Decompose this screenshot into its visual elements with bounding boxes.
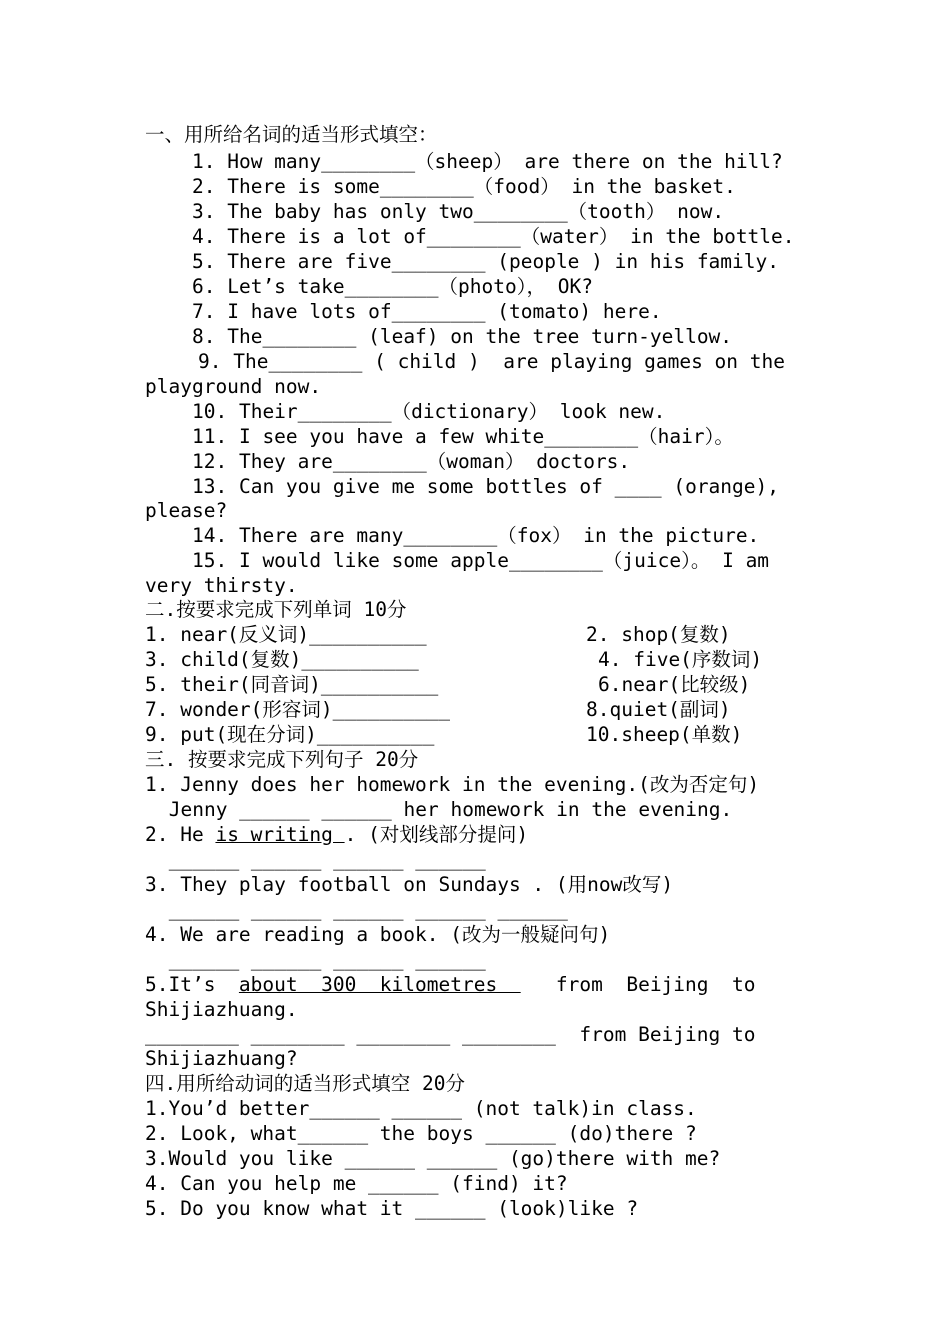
s3-q5 — [145, 972, 756, 997]
s2-right-8: 8.quiet(副词) — [586, 698, 731, 721]
s1-item-3: 3. The baby has only two________（tooth） now. — [192, 200, 725, 223]
s2-left-1: 1. near(反义词)__________ — [145, 623, 427, 646]
s1-item-4: 4. There is a lot of________（water） in the bottle. — [192, 225, 795, 248]
s2-left-5: 5. their(同音词)__________ — [145, 673, 439, 696]
s1-item-12: 12. They are________（woman） doctors. — [192, 450, 631, 473]
section4-title: 四.用所给动词的适当形式填空 20分 — [145, 1072, 465, 1095]
s3-q1: 1. Jenny does her homework in the evening.(改为否定句) — [145, 773, 760, 796]
s1-item-10: 10. Their________（dictionary） look new. — [192, 400, 666, 423]
s1-item-13: 13. Can you give me some bottles of ____ (orange), — [192, 475, 779, 498]
s3-q4-blanks: ______ ______ ______ ______ — [157, 948, 486, 971]
s3-q5-blanks: ________ ________ ________ ________ from Beijing to — [145, 1023, 756, 1046]
s2-left-3: 3. child(复数)__________ — [145, 648, 419, 671]
s1-item-15-cont: very thirsty. — [145, 574, 298, 597]
s4-item-4: 4. Can you help me ______ (find) it? — [145, 1172, 568, 1195]
s4-item-3: 3.Would you like ______ ______ (go)there with me? — [145, 1147, 721, 1170]
s4-item-5: 5. Do you know what it ______ (look)like ? — [145, 1197, 639, 1220]
s1-item-8: 8. The________ (leaf) on the tree turn-yellow. — [192, 325, 733, 348]
s2-left-9: 9. put(现在分词)__________ — [145, 723, 435, 746]
s1-item-5: 5. There are five________ (people ) in his family. — [192, 250, 779, 273]
s1-item-9-cont: playground now. — [145, 375, 322, 398]
section3-title: 三. 按要求完成下列句子 20分 — [145, 748, 419, 771]
s3-q5-underlined: about 300 kilometres — [238, 973, 521, 996]
s3-q3: 3. They play football on Sundays . (用now改写) — [145, 873, 674, 896]
s2-left-7: 7. wonder(形容词)__________ — [145, 698, 451, 721]
s2-right-4: 4. five(序数词) — [598, 648, 763, 671]
s3-q2-underlined: is writing — [215, 823, 345, 846]
s1-item-11: 11. I see you have a few white________（hair）。 — [192, 425, 734, 448]
s1-item-7: 7. I have lots of________ (tomato) here. — [192, 300, 662, 323]
s3-q2-start: 2. He — [145, 823, 216, 846]
s3-q2-end: . (对划线部分提问) — [344, 823, 529, 846]
s3-q1-blank: Jenny ______ ______ her homework in the evening. — [157, 798, 733, 821]
section2-title: 二.按要求完成下列单词 10分 — [145, 598, 407, 621]
s1-item-9: 9. The________ ( child ) are playing games on the — [198, 350, 785, 373]
s2-right-6: 6.near(比较级) — [598, 673, 751, 696]
s1-item-2: 2. There is some________（food） in the basket. — [192, 175, 736, 198]
s3-q5-end: from Beijing to — [520, 973, 756, 996]
s1-item-6: 6. Let’s take________（photo）， OK? — [192, 275, 593, 298]
s3-q5-cont: Shijiazhuang. — [145, 998, 298, 1021]
s4-item-2: 2. Look, what______ the boys ______ (do)there ? — [145, 1122, 697, 1145]
s1-item-15: 15. I would like some apple________（juice）。 I am — [192, 549, 770, 572]
s3-q2-blanks: ______ ______ ______ ______ — [157, 848, 486, 871]
s2-right-2: 2. shop(复数) — [586, 623, 731, 646]
s4-item-1: 1.You’d better______ ______ (not talk)in class. — [145, 1097, 697, 1120]
s3-q5-start: 5.It’s — [145, 973, 239, 996]
s3-q4: 4. We are reading a book. (改为一般疑问句) — [145, 923, 611, 946]
s1-item-14: 14. There are many________（fox） in the picture. — [192, 524, 760, 547]
s3-q3-blanks: ______ ______ ______ ______ ______ — [157, 898, 568, 921]
s3-q5-blanks-cont: Shijiazhuang? — [145, 1047, 298, 1070]
s3-q2 — [145, 822, 528, 847]
s1-item-13-cont: please? — [145, 499, 228, 522]
s2-right-10: 10.sheep(单数) — [586, 723, 743, 746]
section1-title: 一、用所给名词的适当形式填空： — [145, 123, 438, 146]
s1-item-1: 1. How many________（sheep） are there on the hill? — [192, 150, 783, 173]
